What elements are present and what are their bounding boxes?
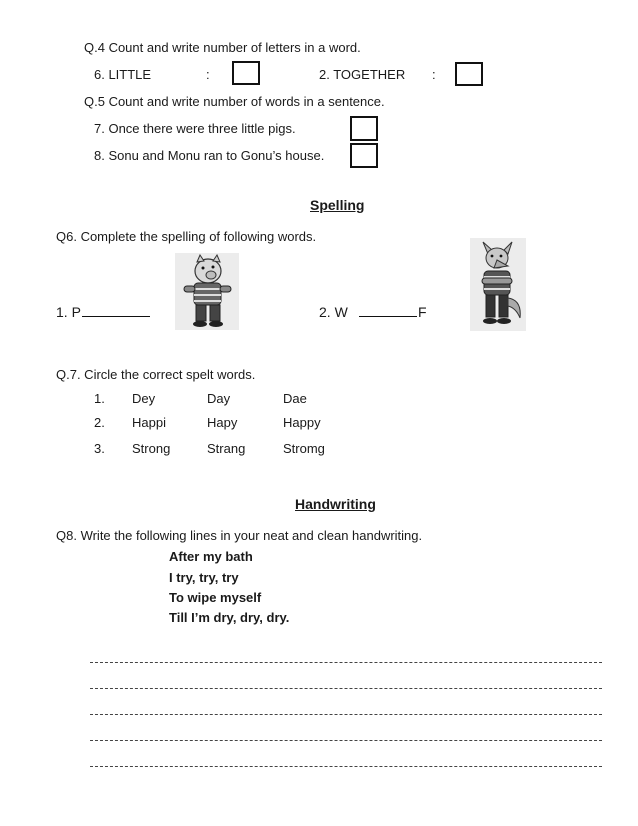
pig-icon (175, 253, 239, 330)
poem-line: I try, try, try (169, 570, 239, 585)
handwriting-line[interactable] (90, 688, 602, 689)
q6-item-2-prefix: 2. W (319, 304, 348, 320)
answer-box-little[interactable] (232, 61, 260, 85)
word-option[interactable]: Dae (283, 391, 307, 406)
word-option[interactable]: Stromg (283, 441, 325, 456)
blank-2[interactable] (359, 316, 417, 317)
word-option[interactable]: Strong (132, 441, 171, 456)
handwriting-line[interactable] (90, 714, 602, 715)
word-option[interactable]: Hapy (207, 415, 238, 430)
word-option[interactable]: Dey (132, 391, 156, 406)
poem-line: To wipe myself (169, 590, 262, 605)
row-number: 3. (94, 441, 105, 456)
answer-box-7[interactable] (350, 116, 378, 141)
q6-item-1-prefix: 1. P (56, 304, 81, 320)
row-number: 1. (94, 391, 105, 406)
q5-title: Q.5 Count and write number of words in a sentence. (84, 94, 385, 109)
row-number: 2. (94, 415, 105, 430)
word-option[interactable]: Strang (207, 441, 246, 456)
q7-title: Q.7. Circle the correct spelt words. (56, 367, 256, 382)
q4-item-little: 6. LITTLE (94, 67, 152, 82)
handwriting-line[interactable] (90, 740, 602, 741)
blank-1[interactable] (82, 316, 150, 317)
wolf-icon (470, 238, 526, 331)
answer-box-8[interactable] (350, 143, 378, 168)
word-option[interactable]: Happy (283, 415, 321, 430)
answer-box-together[interactable] (455, 62, 483, 86)
q6-item-2-suffix: F (418, 304, 427, 320)
poem-line: Till I’m dry, dry, dry. (169, 610, 290, 625)
handwriting-line[interactable] (90, 766, 602, 767)
colon: : (432, 67, 436, 82)
q5-item-7: 7. Once there were three little pigs. (94, 121, 296, 136)
word-option[interactable]: Happi (132, 415, 166, 430)
q8-title: Q8. Write the following lines in your neat and clean handwriting. (56, 528, 423, 543)
poem-line: After my bath (169, 549, 253, 564)
word-option[interactable]: Day (207, 391, 231, 406)
q5-item-8: 8. Sonu and Monu ran to Gonu’s house. (94, 148, 325, 163)
q4-item-together: 2. TOGETHER (319, 67, 406, 82)
handwriting-line[interactable] (90, 662, 602, 663)
q6-title: Q6. Complete the spelling of following words. (56, 229, 317, 244)
section-heading-spelling: Spelling (310, 197, 365, 213)
section-heading-handwriting: Handwriting (295, 496, 376, 512)
colon: : (206, 67, 210, 82)
q4-title: Q.4 Count and write number of letters in a word. (84, 40, 361, 55)
